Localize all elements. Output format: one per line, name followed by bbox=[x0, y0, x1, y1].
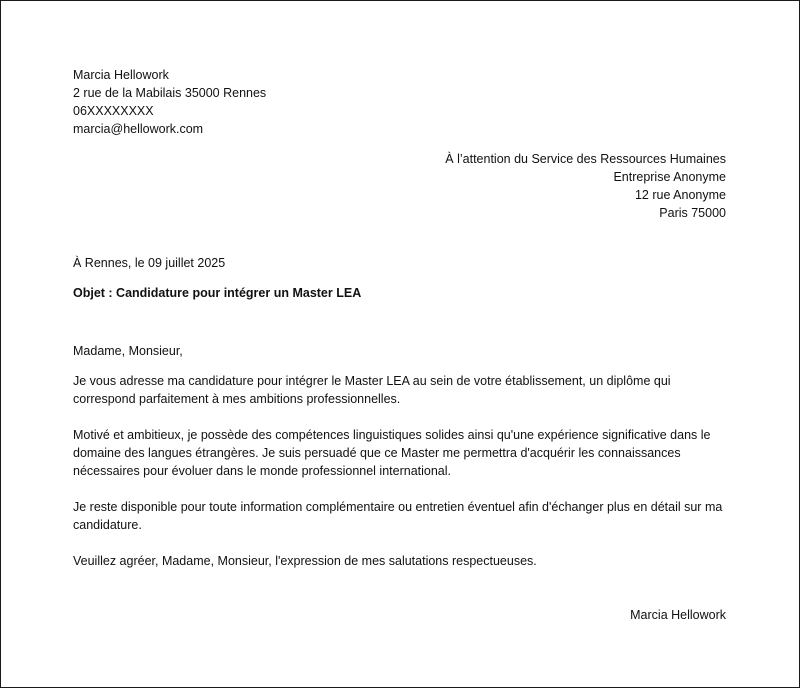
sender-block bbox=[73, 66, 266, 138]
sender-address: 2 rue de la Mabilais 35000 Rennes bbox=[73, 86, 267, 100]
letter-date: À Rennes, le 09 juillet 2025 bbox=[73, 256, 226, 270]
letter-subject: Objet : Candidature pour intégrer un Master LEA bbox=[73, 286, 362, 300]
recipient-block bbox=[445, 150, 726, 222]
signature: Marcia Hellowork bbox=[630, 608, 726, 622]
closing-formula: Veuillez agréer, Madame, Monsieur, l'expression de mes salutations respectueuses. bbox=[73, 554, 537, 568]
paragraph-motivation: Motivé et ambitieux, je possède des compétences linguistiques solides ainsi qu'une expérience significative dans le domaine des langues étrangères. Je suis persuadé que ce Master me permettra d'acquérir les connaissances nécessaires pour évoluer dans le monde professionnel international. bbox=[73, 428, 711, 478]
recipient-company: Entreprise Anonyme bbox=[613, 170, 726, 184]
paragraph-availability: Je reste disponible pour toute information complémentaire ou entretien éventuel afin d'échanger plus en détail sur ma candidature. bbox=[73, 500, 723, 532]
paragraph-intro: Je vous adresse ma candidature pour intégrer le Master LEA au sein de votre établissement, un diplôme qui correspond parfaitement à mes ambitions professionnelles. bbox=[73, 374, 671, 406]
sender-phone: 06XXXXXXXX bbox=[73, 104, 154, 118]
sender-email: marcia@hellowork.com bbox=[73, 122, 204, 136]
salutation: Madame, Monsieur, bbox=[73, 344, 183, 358]
sender-name: Marcia Hellowork bbox=[73, 68, 169, 82]
recipient-attention: À l’attention du Service des Ressources Humaines bbox=[445, 152, 726, 166]
recipient-street: 12 rue Anonyme bbox=[634, 188, 726, 202]
recipient-city: Paris 75000 bbox=[659, 206, 726, 220]
